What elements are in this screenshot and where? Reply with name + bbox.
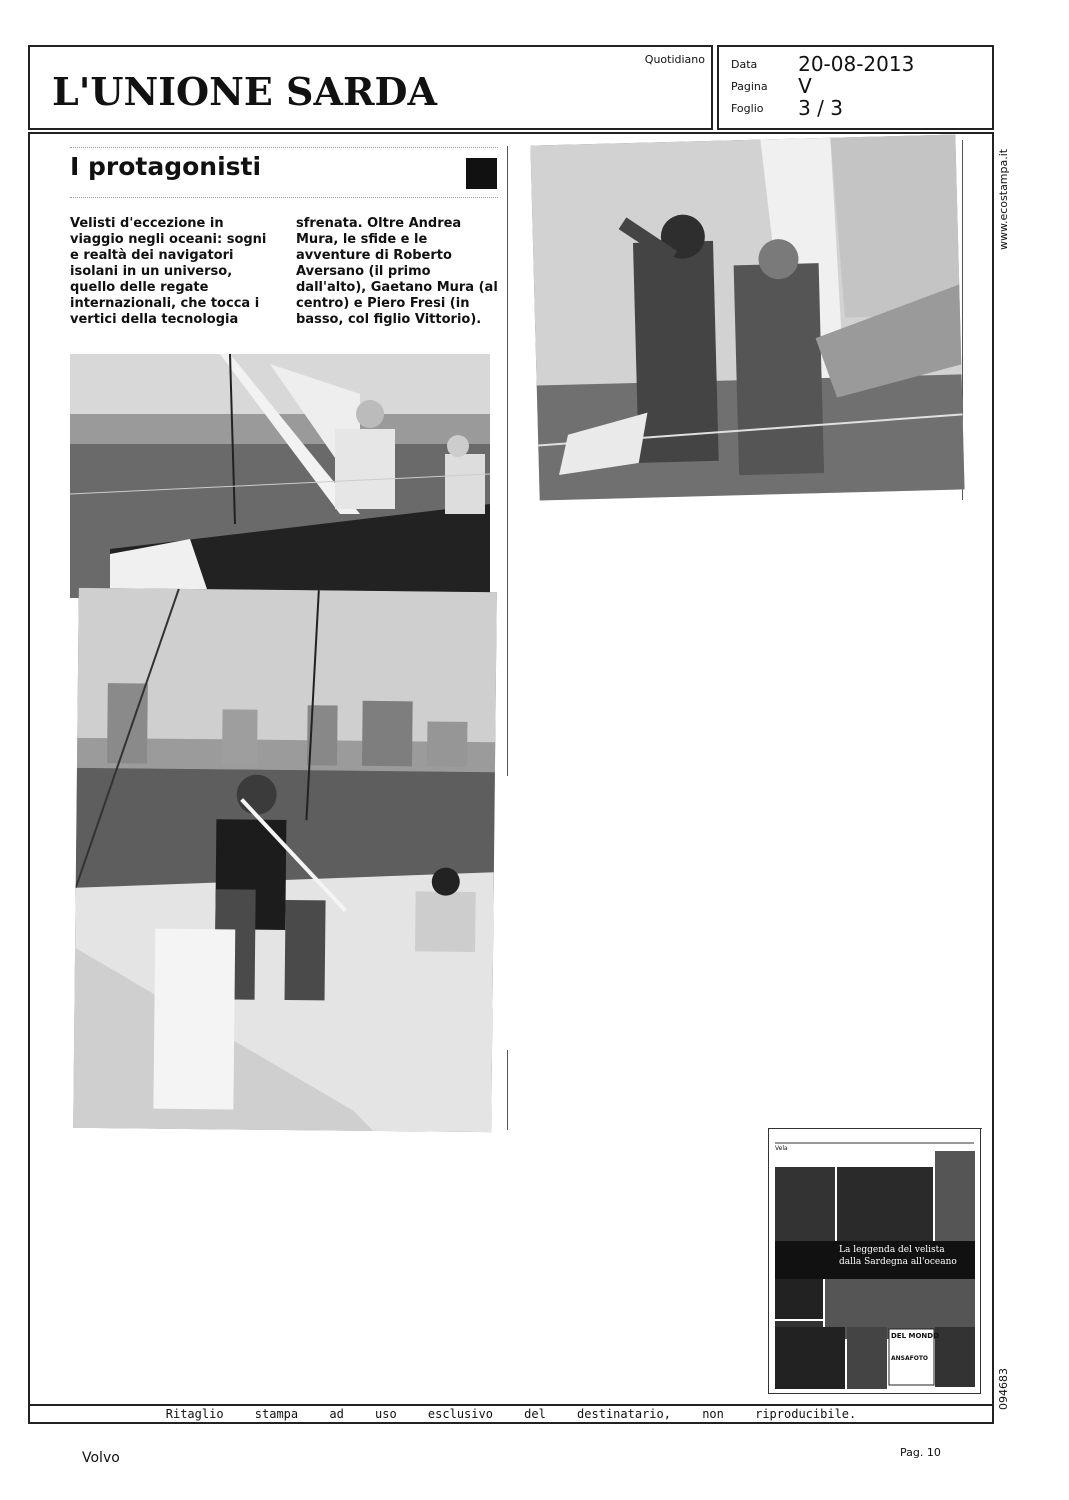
masthead-box <box>28 45 713 130</box>
column-rule <box>981 1128 982 1129</box>
footer-divider <box>30 1404 992 1406</box>
column-rule <box>507 146 508 776</box>
thumbnail-ad-brand: ANSAFOTO <box>891 1355 929 1362</box>
thumbnail-ad-title: DEL MONDO <box>891 1332 940 1340</box>
meta-row-foglio <box>731 96 843 120</box>
section-marker-square <box>466 158 497 189</box>
column-rule <box>507 1050 508 1130</box>
publication-type: Quotidiano <box>644 53 705 66</box>
meta-value: 20-08-2013 <box>798 52 915 76</box>
masthead-title: L'UNIONE SARDA <box>52 69 437 114</box>
client-name: Volvo <box>82 1450 120 1466</box>
meta-label: Pagina <box>731 79 768 93</box>
dotted-rule-bottom <box>70 197 498 198</box>
meta-box <box>717 45 994 130</box>
meta-value: V <box>798 74 812 98</box>
page-thumbnail <box>768 1128 981 1394</box>
thumbnail-headline-2: dalla Sardegna all'oceano <box>839 1257 957 1267</box>
section-title: I protagonisti <box>70 152 262 181</box>
meta-row-data <box>731 52 914 76</box>
page-number: Pag. 10 <box>900 1446 941 1459</box>
meta-label: Foglio <box>731 101 764 115</box>
meta-value: 3 / 3 <box>798 96 843 120</box>
thumbnail-headline-1: La leggenda del velista <box>839 1245 945 1255</box>
side-code: 094683 <box>997 1368 1010 1410</box>
thumbnail-section-label: Vela <box>775 1145 788 1152</box>
meta-row-pagina <box>731 74 812 98</box>
disclaimer-text: Ritaglio stampa ad uso esclusivo del destinatario, non riproducibile. <box>165 1407 857 1421</box>
side-url: www.ecostampa.it <box>997 148 1010 250</box>
dotted-rule-top <box>70 147 498 148</box>
meta-label: Data <box>731 57 758 71</box>
photo-two-sailors-bow <box>530 134 964 500</box>
photo-sailors-trimaran <box>70 354 490 598</box>
article-body: Velisti d'eccezione in viaggio negli oceani: sogni e realtà dei navigatori isolani in un universo, quello delle regate internazionali, che tocca i vertici della tecnologia sfrenata. Oltre Andrea Mura, le sfide e le avventure di Roberto Aversano (il primo dall'alto), Gaetano Mura (al centro) e Piero Fresi (in basso, col figlio Vittorio). <box>70 216 498 327</box>
photo-sailor-helm <box>73 588 497 1132</box>
